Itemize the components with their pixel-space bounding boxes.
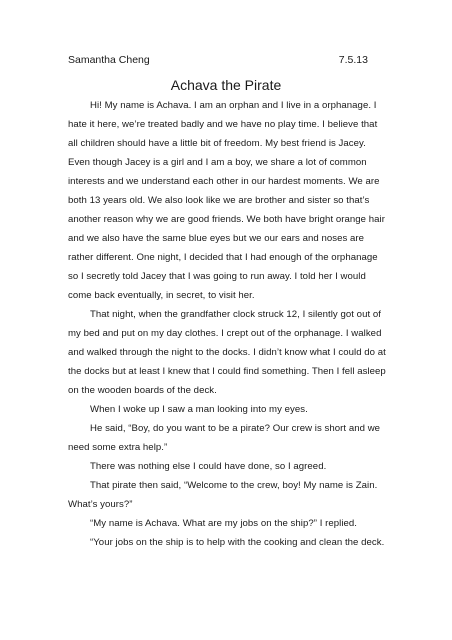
paragraph: He said, “Boy, do you want to be a pirate? Our crew is short and we need some extra help.” (68, 423, 381, 453)
paragraph: “My name is Achava. What are my jobs on the ship?” I replied. (90, 518, 357, 529)
document-body (68, 96, 388, 552)
paragraph: When I woke up I saw a man looking into my eyes. (90, 404, 308, 415)
document-title: Achava the Pirate (170, 77, 282, 93)
document-date: 7.5.13 (338, 54, 368, 66)
author-name: Samantha Cheng (68, 54, 150, 66)
paragraph: Hi! My name is Achava. I am an orphan and I live in a orphanage. I hate it here, we’re treated badly and we have no play time. I believe that all children should have a little bit of freedom. My best friend is Jacey. Even though Jacey is a girl and I am a boy, we share a lot of common interests and we understand each other in our hardest moments. We are both 13 years old. We also look like we are brother and sister so that’s another reason why we are good friends. We both have bright orange hair and we also have the same blue eyes but we our ears and noses are rather different. One night, I decided that I had enough of the orphanage so I secretly told Jacey that I was going to run away. I told her I would come back eventually, in secret, to visit her. (68, 100, 385, 301)
document-header (68, 53, 368, 67)
paragraph: “Your jobs on the ship is to help with the cooking and clean the deck. (90, 537, 385, 548)
paragraph: That pirate then said, “Welcome to the crew, boy! My name is Zain. What’s yours?” (68, 480, 378, 510)
paragraph: There was nothing else I could have done, so I agreed. (90, 461, 327, 472)
paragraph: That night, when the grandfather clock struck 12, I silently got out of my bed and put on my day clothes. I crept out of the orphanage. I walked and walked through the night to the docks. I didn’t know what I could do at the docks but at least I knew that I could find something. Then I fell asleep on the wooden boards of the deck. (68, 309, 386, 396)
